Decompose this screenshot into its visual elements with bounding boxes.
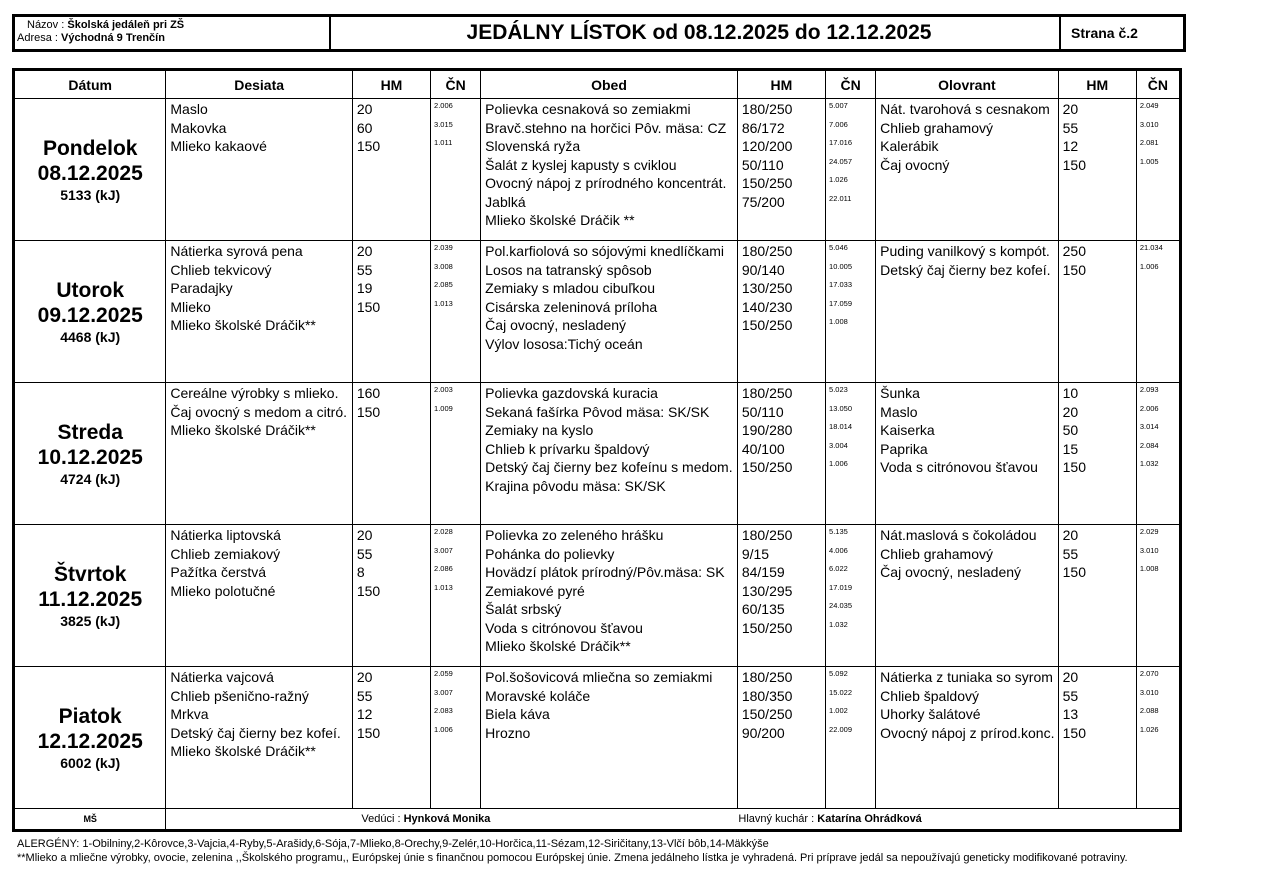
- desiata-cn-column: [431, 99, 481, 241]
- day-name: Utorok: [56, 278, 125, 302]
- date-cell: [14, 667, 166, 809]
- obed-cn-column: [826, 525, 876, 667]
- obed-cn-entry: 4.006: [829, 545, 848, 555]
- column-header-hm-obed: HM: [737, 70, 825, 99]
- obed-cn-column: [826, 383, 876, 525]
- day-date: 09.12.2025: [37, 303, 143, 327]
- desiata-items-entry: Chlieb pšenično-ražný: [170, 687, 309, 704]
- obed-items-entry: Bravč.stehno na horčici Pôv. mäsa: CZ: [485, 119, 727, 136]
- olovrant-items-entry: Nátierka z tuniaka so syrom: [880, 669, 1053, 685]
- desiata-cn-column: [431, 383, 481, 525]
- day-energy: 6002 (kJ): [60, 754, 121, 771]
- desiata-hm-entry: 55: [356, 261, 373, 278]
- olovrant-hm-column: [1058, 525, 1136, 667]
- desiata-hm-column: [352, 383, 430, 525]
- obed-items-entry: Moravské koláče: [485, 687, 591, 704]
- olovrant-hm-entry: 55: [1062, 119, 1079, 136]
- olovrant-hm-entry: 250: [1062, 243, 1086, 259]
- obed-items-entry: Šalát srbský: [485, 601, 562, 617]
- obed-hm-entry: 130/295: [741, 582, 793, 599]
- olovrant-cn-column: [1136, 99, 1180, 241]
- desiata-hm-entry: 20: [356, 243, 373, 259]
- address-label: Adresa :: [17, 32, 58, 44]
- obed-items-entry: Detský čaj čierny bez kofeínu s medom.: [485, 459, 733, 475]
- olovrant-items-entry: Maslo: [880, 403, 918, 420]
- signatures: [166, 809, 1181, 831]
- manager-signature: [361, 813, 490, 825]
- obed-items-entry: Polievka gazdovská kuracia: [485, 385, 658, 401]
- desiata-hm-column: [352, 667, 430, 809]
- obed-hm-entry: 50/110: [741, 156, 784, 173]
- olovrant-items-column: [876, 383, 1058, 525]
- allergen-legend: ALERGÉNY: 1-Obilniny,2-Kôrovce,3-Vajcia,4-Ryby,5-Arašidy,6-Sója,7-Mlieko,8-Orechy,9-Zelér,10-Horčica,11-Sézam,12-Siričitany,13-Vlčí bôb,14-Mäkkýše: [17, 838, 769, 850]
- desiata-items-entry: Mlieko školské Dráčik**: [170, 317, 316, 333]
- desiata-hm-entry: 150: [356, 724, 381, 741]
- desiata-cn-entry: 2.006: [434, 101, 453, 110]
- signature-row: [14, 809, 1181, 831]
- day-date: 08.12.2025: [37, 161, 143, 185]
- olovrant-items-column: [876, 241, 1058, 383]
- obed-hm-entry: 180/250: [741, 385, 793, 401]
- olovrant-cn-entry: 2.029: [1139, 527, 1159, 536]
- day-row: [14, 99, 1181, 241]
- olovrant-items-entry: Paprika: [880, 440, 928, 457]
- olovrant-hm-column: [1058, 383, 1136, 525]
- desiata-cn-entry: 3.008: [434, 261, 453, 271]
- obed-hm-entry: 90/140: [741, 261, 785, 278]
- olovrant-items-entry: Ovocný nápoj z prírod.konc.: [880, 724, 1055, 741]
- desiata-items-column: [166, 99, 352, 241]
- olovrant-hm-entry: 50: [1062, 422, 1079, 438]
- obed-cn-entry: 24.035: [829, 601, 852, 610]
- obed-cn-entry: 5.046: [829, 243, 848, 252]
- obed-items-column: [481, 667, 738, 809]
- desiata-items-entry: Paradajky: [170, 280, 233, 296]
- obed-cn-entry: 1.026: [829, 175, 848, 184]
- obed-hm-entry: 150/250: [741, 175, 793, 191]
- olovrant-hm-entry: 10: [1062, 385, 1079, 401]
- olovrant-cn-column: [1136, 525, 1180, 667]
- obed-hm-entry: 120/200: [741, 138, 793, 154]
- olovrant-hm-entry: 150: [1062, 724, 1086, 741]
- column-header-olovrant: Olovrant: [876, 70, 1058, 99]
- obed-items-column: [481, 241, 738, 383]
- obed-cn-column: [826, 99, 876, 241]
- olovrant-cn-entry: 1.006: [1139, 261, 1159, 271]
- obed-cn-column: [826, 667, 876, 809]
- manager-label: Vedúci :: [361, 813, 401, 825]
- day-name: Streda: [57, 420, 123, 444]
- desiata-cn-entry: 2.059: [434, 669, 453, 678]
- obed-hm-entry: 75/200: [741, 193, 785, 210]
- obed-hm-entry: 180/250: [741, 243, 793, 259]
- obed-items-entry: Slovenská ryža: [485, 138, 581, 154]
- column-header-obed: Obed: [481, 70, 738, 99]
- desiata-items-entry: Mlieko polotučné: [170, 582, 276, 599]
- olovrant-cn-entry: 2.084: [1139, 440, 1159, 450]
- olovrant-cn-column: [1136, 383, 1180, 525]
- olovrant-items-entry: Čaj ovocný, nesladený: [880, 564, 1022, 580]
- obed-cn-entry: 15.022: [829, 687, 852, 697]
- olovrant-cn-entry: 2.088: [1139, 706, 1159, 715]
- olovrant-items-entry: Uhorky šalátové: [880, 706, 981, 722]
- desiata-items-entry: Nátierka liptovská: [170, 527, 281, 543]
- desiata-hm-entry: 20: [356, 101, 373, 117]
- olovrant-items-entry: Chlieb špaldový: [880, 687, 980, 704]
- desiata-cn-column: [431, 667, 481, 809]
- desiata-items-entry: Chlieb zemiakový: [170, 545, 281, 562]
- obed-hm-entry: 180/350: [741, 687, 793, 704]
- desiata-cn-entry: 3.015: [434, 119, 453, 129]
- obed-hm-column: [737, 667, 825, 809]
- day-energy: 5133 (kJ): [60, 186, 121, 203]
- desiata-items-entry: Nátierka syrová pena: [170, 243, 303, 259]
- obed-items-entry: Hovädzí plátok prírodný/Pôv.mäsa: SK: [485, 564, 725, 580]
- olovrant-hm-entry: 20: [1062, 669, 1079, 685]
- desiata-cn-entry: 2.085: [434, 280, 453, 289]
- canteen-name-line: [17, 19, 329, 32]
- obed-cn-entry: 18.014: [829, 422, 852, 431]
- day-name: Piatok: [58, 704, 122, 728]
- obed-items-entry: Jablká: [485, 193, 526, 210]
- desiata-items-entry: Mlieko školské Dráčik**: [170, 743, 316, 759]
- obed-items-column: [481, 99, 738, 241]
- olovrant-hm-entry: 12: [1062, 138, 1079, 154]
- desiata-cn-entry: 1.013: [434, 298, 453, 308]
- day-row: [14, 241, 1181, 383]
- desiata-hm-column: [352, 99, 430, 241]
- chef-name: Katarína Ohrádková: [817, 813, 922, 825]
- obed-hm-entry: 150/250: [741, 619, 793, 636]
- obed-items-entry: Výlov lososa:Tichý oceán: [485, 335, 643, 352]
- desiata-cn-entry: 1.006: [434, 724, 453, 734]
- olovrant-items-column: [876, 99, 1058, 241]
- day-row: [14, 383, 1181, 525]
- obed-cn-entry: 10.005: [829, 261, 852, 271]
- date-cell: [14, 525, 166, 667]
- day-name: Pondelok: [42, 136, 138, 160]
- olovrant-items-column: [876, 525, 1058, 667]
- notes: [17, 837, 1128, 865]
- obed-cn-entry: 5.023: [829, 385, 848, 394]
- desiata-hm-entry: 20: [356, 669, 373, 685]
- obed-items-entry: Šalát z kyslej kapusty s cviklou: [485, 156, 677, 173]
- page-number: Strana č.2: [1071, 25, 1138, 41]
- desiata-hm-column: [352, 241, 430, 383]
- school-program-note: **Mlieko a mliečne výrobky, ovocie, zelenina ,,Školského programu,, Európskej únie s finančnou pomocou Európskej únie. Zmena jedálneho lístka je vyhradená. Pri príprave jedál sa nepoužívajú geneticky modifikované potraviny.: [17, 852, 1128, 864]
- obed-hm-entry: 84/159: [741, 564, 785, 580]
- desiata-hm-entry: 150: [356, 138, 381, 154]
- obed-cn-entry: 22.009: [829, 724, 852, 734]
- olovrant-hm-entry: 20: [1062, 101, 1079, 117]
- desiata-hm-entry: 55: [356, 545, 373, 562]
- day-energy: 4468 (kJ): [60, 328, 121, 345]
- desiata-items-entry: Makovka: [170, 119, 227, 136]
- obed-cn-entry: 6.022: [829, 564, 848, 573]
- obed-cn-entry: 1.032: [829, 619, 848, 629]
- olovrant-cn-entry: 1.005: [1139, 156, 1159, 166]
- obed-cn-entry: 13.050: [829, 403, 852, 413]
- desiata-hm-entry: 60: [356, 119, 373, 136]
- desiata-cn-column: [431, 241, 481, 383]
- olovrant-cn-entry: 3.010: [1139, 687, 1159, 697]
- desiata-cn-entry: 1.011: [434, 138, 453, 147]
- olovrant-cn-entry: 1.008: [1139, 564, 1159, 573]
- obed-hm-column: [737, 525, 825, 667]
- day-name: Štvrtok: [54, 562, 127, 586]
- olovrant-cn-column: [1136, 667, 1180, 809]
- day-date: 10.12.2025: [37, 445, 143, 469]
- column-header-cn-obed: ČN: [826, 70, 876, 99]
- obed-cn-entry: 17.016: [829, 138, 852, 147]
- obed-items-entry: Ovocný nápoj z prírodného koncentrát.: [485, 175, 727, 191]
- obed-hm-column: [737, 241, 825, 383]
- chef-label: Hlavný kuchár :: [738, 813, 815, 825]
- obed-cn-entry: 17.033: [829, 280, 852, 289]
- obed-items-entry: Biela káva: [485, 706, 550, 722]
- obed-hm-entry: 180/250: [741, 527, 793, 543]
- obed-cn-entry: 5.007: [829, 101, 848, 110]
- obed-hm-entry: 130/250: [741, 280, 793, 296]
- olovrant-hm-entry: 55: [1062, 545, 1079, 562]
- desiata-cn-entry: 3.007: [434, 545, 453, 555]
- menu-table: [12, 68, 1182, 832]
- obed-items-entry: Losos na tatranský spôsob: [485, 261, 652, 278]
- desiata-cn-entry: 2.028: [434, 527, 453, 536]
- olovrant-items-entry: Čaj ovocný: [880, 156, 950, 173]
- olovrant-cn-entry: 2.081: [1139, 138, 1159, 147]
- obed-items-entry: Krajina pôvodu mäsa: SK/SK: [485, 477, 666, 494]
- olovrant-cn-entry: 1.026: [1139, 724, 1159, 734]
- olovrant-hm-entry: 55: [1062, 687, 1079, 704]
- desiata-items-entry: Detský čaj čierny bez kofeí.: [170, 724, 341, 741]
- column-header-hm-olovrant: HM: [1058, 70, 1136, 99]
- obed-hm-entry: 150/250: [741, 459, 793, 475]
- obed-items-entry: Polievka zo zeleného hrášku: [485, 527, 664, 543]
- canteen-info: [15, 17, 331, 49]
- obed-hm-entry: 180/250: [741, 101, 793, 117]
- desiata-cn-entry: 1.013: [434, 582, 453, 592]
- obed-items-entry: Pohánka do polievky: [485, 545, 615, 562]
- olovrant-items-entry: Voda s citrónovou šťavou: [880, 459, 1038, 475]
- desiata-cn-column: [431, 525, 481, 667]
- canteen-name: Školská jedáleň pri ZŠ: [67, 19, 185, 31]
- obed-cn-entry: 1.008: [829, 317, 848, 326]
- chef-signature: [738, 813, 921, 825]
- olovrant-hm-entry: 150: [1062, 156, 1086, 173]
- column-header-cn-desiata: ČN: [431, 70, 481, 99]
- obed-hm-entry: 40/100: [741, 440, 785, 457]
- desiata-hm-column: [352, 525, 430, 667]
- olovrant-hm-entry: 15: [1062, 440, 1079, 457]
- desiata-items-column: [166, 667, 352, 809]
- obed-items-entry: Mlieko školské Dráčik**: [485, 638, 631, 654]
- day-row: [14, 525, 1181, 667]
- desiata-items-entry: Pažítka čerstvá: [170, 564, 267, 580]
- document-header: [12, 14, 1186, 52]
- obed-hm-entry: 140/230: [741, 298, 793, 315]
- obed-cn-entry: 5.135: [829, 527, 848, 536]
- obed-items-entry: Mlieko školské Dráčik **: [485, 212, 635, 228]
- obed-hm-entry: 60/135: [741, 601, 785, 617]
- obed-cn-entry: 1.002: [829, 706, 848, 715]
- desiata-items-entry: Nátierka vajcová: [170, 669, 274, 685]
- desiata-hm-entry: 150: [356, 582, 381, 599]
- day-date: 11.12.2025: [38, 587, 143, 611]
- obed-cn-entry: 7.006: [829, 119, 848, 129]
- desiata-hm-entry: 19: [356, 280, 373, 296]
- desiata-items-entry: Mlieko školské Dráčik**: [170, 422, 316, 438]
- obed-hm-column: [737, 99, 825, 241]
- desiata-hm-entry: 150: [356, 298, 381, 315]
- obed-cn-entry: 5.092: [829, 669, 848, 678]
- day-date: 12.12.2025: [37, 729, 143, 753]
- obed-items-column: [481, 525, 738, 667]
- day-row: [14, 667, 1181, 809]
- desiata-hm-entry: 150: [356, 403, 381, 420]
- olovrant-items-entry: Kalerábik: [880, 138, 939, 154]
- canteen-address-line: [17, 32, 329, 45]
- obed-items-entry: Voda s citrónovou šťavou: [485, 619, 643, 636]
- desiata-items-column: [166, 525, 352, 667]
- olovrant-cn-entry: 2.049: [1139, 101, 1159, 110]
- obed-cn-column: [826, 241, 876, 383]
- desiata-items-entry: Chlieb tekvicový: [170, 261, 272, 278]
- olovrant-items-column: [876, 667, 1058, 809]
- obed-hm-entry: 50/110: [741, 403, 784, 420]
- day-energy: 3825 (kJ): [60, 612, 121, 629]
- column-header-hm-desiata: HM: [352, 70, 430, 99]
- obed-items-entry: Sekaná fašírka Pôvod mäsa: SK/SK: [485, 403, 710, 420]
- obed-items-entry: Polievka cesnaková so zemiakmi: [485, 101, 691, 117]
- canteen-address: Východná 9 Trenčín: [61, 32, 165, 44]
- manager-name: Hynková Monika: [403, 813, 491, 825]
- desiata-items-column: [166, 383, 352, 525]
- obed-items-column: [481, 383, 738, 525]
- date-cell: [14, 241, 166, 383]
- olovrant-hm-column: [1058, 667, 1136, 809]
- obed-items-entry: Zemiakové pyré: [485, 582, 585, 599]
- olovrant-cn-entry: 1.032: [1139, 459, 1159, 468]
- desiata-items-entry: Mlieko kakaové: [170, 138, 267, 154]
- obed-hm-entry: 86/172: [741, 119, 785, 136]
- olovrant-hm-entry: 20: [1062, 403, 1079, 420]
- obed-items-entry: Cisárska zeleninová príloha: [485, 298, 658, 315]
- obed-items-entry: Pol.karfiolová so sójovými knedlíčkami: [485, 243, 725, 259]
- obed-hm-entry: 190/280: [741, 422, 793, 438]
- desiata-items-entry: Maslo: [170, 101, 208, 117]
- page-title: JEDÁLNY LÍSTOK od 08.12.2025 do 12.12.2025: [331, 17, 1061, 49]
- olovrant-items-entry: Nát. tvarohová s cesnakom: [880, 101, 1050, 117]
- date-cell: [14, 99, 166, 241]
- obed-cn-entry: 17.059: [829, 298, 852, 308]
- date-cell: [14, 383, 166, 525]
- olovrant-hm-entry: 20: [1062, 527, 1079, 543]
- desiata-cn-entry: 2.083: [434, 706, 453, 715]
- obed-items-entry: Pol.šošovicová mliečna so zemiakmi: [485, 669, 713, 685]
- olovrant-hm-entry: 150: [1062, 261, 1086, 278]
- obed-hm-entry: 150/250: [741, 317, 793, 333]
- obed-cn-entry: 17.019: [829, 582, 852, 592]
- olovrant-hm-entry: 150: [1062, 459, 1086, 475]
- obed-cn-entry: 22.011: [829, 193, 852, 203]
- olovrant-cn-entry: 3.014: [1139, 422, 1159, 431]
- obed-items-entry: Zemiaky s mladou cibuľkou: [485, 280, 655, 296]
- obed-cn-entry: 3.004: [829, 440, 848, 450]
- olovrant-cn-column: [1136, 241, 1180, 383]
- name-label: Názov :: [27, 19, 65, 31]
- desiata-hm-entry: 20: [356, 527, 373, 543]
- olovrant-hm-column: [1058, 99, 1136, 241]
- olovrant-items-entry: Chlieb grahamový: [880, 119, 994, 136]
- ms-label: MŠ: [14, 809, 166, 831]
- obed-hm-entry: 9/15: [741, 545, 770, 562]
- obed-items-entry: Zemiaky na kyslo: [485, 422, 594, 438]
- obed-items-entry: Čaj ovocný, nesladený: [485, 317, 627, 333]
- olovrant-items-entry: Kaiserka: [880, 422, 935, 438]
- desiata-items-entry: Čaj ovocný s medom a citró.: [170, 403, 348, 420]
- desiata-cn-entry: 1.009: [434, 403, 453, 413]
- desiata-items-entry: Mlieko: [170, 298, 211, 315]
- column-header-cn-olovrant: ČN: [1136, 70, 1180, 99]
- desiata-items-column: [166, 241, 352, 383]
- olovrant-items-entry: Puding vanilkový s kompót.: [880, 243, 1050, 259]
- olovrant-hm-entry: 13: [1062, 706, 1079, 722]
- olovrant-cn-entry: 21.034: [1139, 243, 1163, 252]
- column-header-desiata: Desiata: [166, 70, 352, 99]
- olovrant-items-entry: Chlieb grahamový: [880, 545, 994, 562]
- desiata-hm-entry: 8: [356, 564, 365, 580]
- desiata-cn-entry: 2.039: [434, 243, 453, 252]
- desiata-hm-entry: 12: [356, 706, 373, 722]
- obed-hm-entry: 150/250: [741, 706, 793, 722]
- day-energy: 4724 (kJ): [60, 470, 121, 487]
- desiata-cn-entry: 2.003: [434, 385, 453, 394]
- olovrant-hm-entry: 150: [1062, 564, 1086, 580]
- desiata-hm-entry: 55: [356, 687, 373, 704]
- olovrant-cn-entry: 3.010: [1139, 119, 1159, 129]
- obed-cn-entry: 1.006: [829, 459, 848, 468]
- desiata-cn-entry: 3.007: [434, 687, 453, 697]
- obed-hm-entry: 90/200: [741, 724, 785, 741]
- obed-items-entry: Hrozno: [485, 724, 531, 741]
- olovrant-hm-column: [1058, 241, 1136, 383]
- obed-hm-column: [737, 383, 825, 525]
- obed-hm-entry: 180/250: [741, 669, 793, 685]
- olovrant-cn-entry: 2.006: [1139, 403, 1159, 413]
- olovrant-cn-entry: 3.010: [1139, 545, 1159, 555]
- olovrant-cn-entry: 2.093: [1139, 385, 1159, 394]
- desiata-cn-entry: 2.086: [434, 564, 453, 573]
- olovrant-cn-entry: 2.070: [1139, 669, 1159, 678]
- desiata-items-entry: Cereálne výrobky s mlieko.: [170, 385, 339, 401]
- olovrant-items-entry: Šunka: [880, 385, 920, 401]
- column-header-date: Dátum: [14, 70, 166, 99]
- desiata-hm-entry: 160: [356, 385, 381, 401]
- obed-cn-entry: 24.057: [829, 156, 852, 166]
- obed-items-entry: Chlieb k prívarku špaldový: [485, 440, 650, 457]
- desiata-items-entry: Mrkva: [170, 706, 209, 722]
- olovrant-items-entry: Nát.maslová s čokoládou: [880, 527, 1037, 543]
- olovrant-items-entry: Detský čaj čierny bez kofeí.: [880, 261, 1051, 278]
- table-header-row: [14, 70, 1181, 99]
